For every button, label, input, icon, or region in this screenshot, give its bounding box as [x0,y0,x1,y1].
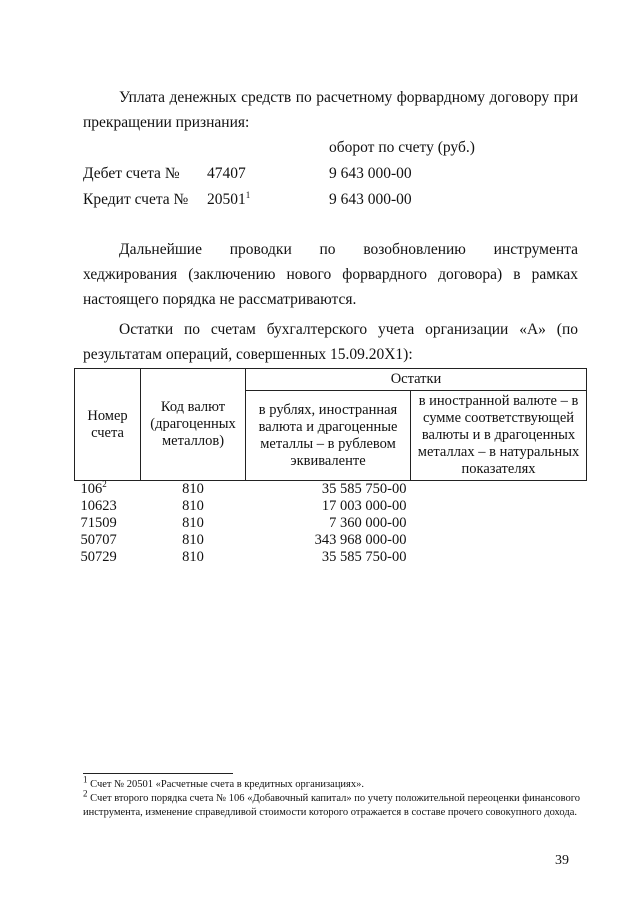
table-row [75,549,587,566]
credit-account: 20501$^1$ [207,189,251,208]
header-account-number: Номер счета [75,369,141,481]
paragraph-hedging: Дальнейшие проводки по возобновлению инструмента хеджирования (заключению нового форвардного договора) в рамках настоящего порядка не рассматриваются. [83,241,578,308]
rub-amount-cell: 343 968 000-00 [314,532,407,548]
foreign-amount-cell [411,532,587,549]
footnote-mark-2: 2 [102,479,107,490]
rub-amount-cell: 17 003 000-00 [321,498,407,514]
debit-amount: 9 643 000-00 [329,165,412,182]
rub-amount-cell: 7 360 000-00 [329,515,407,531]
table-row [75,481,587,499]
turnover-header: оборот по счету (руб.) [329,139,475,156]
foreign-amount-cell [411,549,587,566]
header-rub-balance: в рублях, иностранная валюта и драгоценные металлы – в рублевом эквиваленте [246,391,411,481]
debit-label: Дебет счета № [83,165,180,182]
table-row [75,515,587,532]
footnote-mark-1: 1 [245,189,251,200]
currency-code-cell: 810 [182,549,204,565]
header-balances: Остатки [246,369,587,391]
page-number: 39 [555,853,569,868]
footnote-1: $^1$ Счет № 20501 «Расчетные счета в кредитных организациях». [83,774,365,790]
table-row [75,498,587,515]
account-cell: 50729 [80,549,117,565]
foreign-amount-cell [411,515,587,532]
currency-code-cell: 810 [182,481,204,497]
account-cell: 50707 [80,532,117,548]
foreign-amount-cell [411,498,587,515]
currency-code-cell: 810 [182,498,204,514]
footnote-2: $^2$ Счет второго порядка счета № 106 «Добавочный капитал» по учету положительной переоценки финансового инструмента, изменение справедливой стоимости которого отражается в составе прочего совокупного дохода. [83,788,580,818]
account-cell: $106^2$ [80,479,107,497]
foreign-amount-cell [411,481,587,499]
balances-table [74,368,587,566]
header-foreign-balance: в иностранной валюте – в сумме соответствующей валюты и в драгоценных металлах – в натуральных показателях [411,391,587,481]
credit-label: Кредит счета № [83,191,189,208]
paragraph-payment: Уплата денежных средств по расчетному форвардному договору при прекращении признания: [83,89,578,131]
debit-account: 47407 [207,165,246,182]
credit-amount: 9 643 000-00 [329,191,412,208]
header-currency-code: Код валют (драгоценных металлов) [141,369,246,481]
rub-amount-cell: 35 585 750-00 [321,549,407,565]
account-cell: 71509 [80,515,117,531]
account-cell: 10623 [80,498,117,514]
paragraph-balances: Остатки по счетам бухгалтерского учета организации «А» (по результатам операций, совершенных 15.09.20Х1): [83,321,578,363]
footnote-separator [83,773,233,774]
rub-amount-cell: 35 585 750-00 [321,481,407,497]
currency-code-cell: 810 [182,532,204,548]
table-row [75,532,587,549]
currency-code-cell: 810 [182,515,204,531]
